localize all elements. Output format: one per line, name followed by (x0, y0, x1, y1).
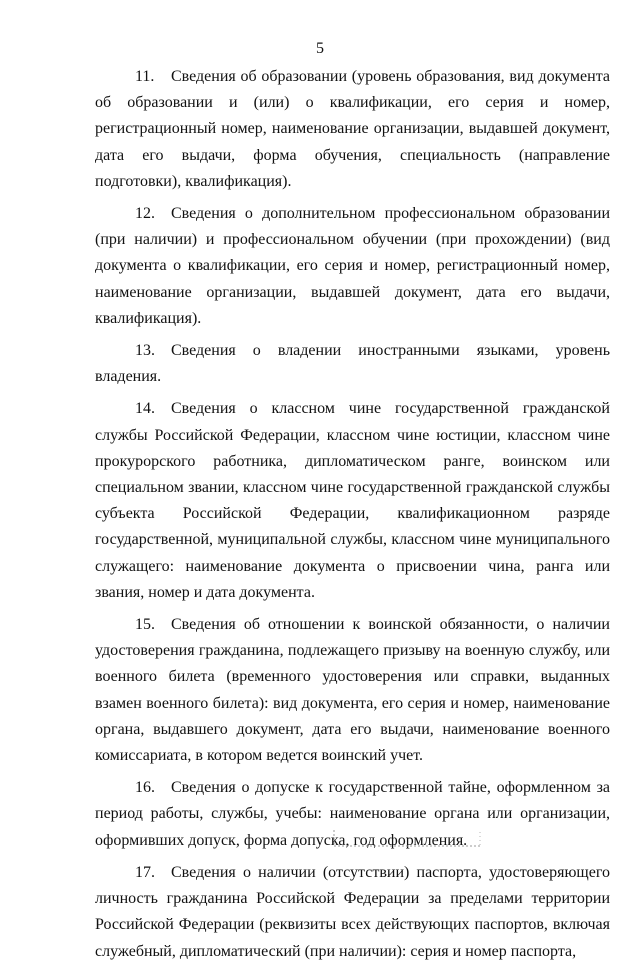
paragraph-text: Сведения об отношении к воинской обязанности, о наличии удостоверения гражданина, подлежащего призыву на военную службу, или военного билета (временного удостоверения или справки, выданных взамен военного билета): вид документа, его серия и номер, наименование органа, выдавшего документ, дата его выдачи, наименование военного комиссариата, в котором ведется воинский учет. (95, 616, 610, 765)
paragraph-number: 17. (135, 863, 155, 881)
paragraph-11 (95, 64, 610, 195)
paragraph-number: 14. (135, 400, 155, 418)
paragraph-number: 15. (135, 616, 155, 634)
document-body (95, 64, 610, 971)
paragraph-17 (95, 860, 610, 965)
paragraph-14 (95, 396, 610, 606)
paragraph-text: Сведения об образовании (уровень образования, вид документа об образовании и (или) о квалификации, его серия и номер, регистрационный номер, наименование организации, выдавшей документ, дата его выдачи, форма обучения, специальность (направление подготовки), квалификация). (95, 68, 610, 190)
paragraph-text: Сведения о дополнительном профессиональном образовании (при наличии) и профессиональном обучении (при прохождении) (вид документа о квалификации, его серия и номер, регистрационный номер, наименование организации, выдавшей документ, дата его выдачи, квалификация). (95, 205, 610, 327)
paragraph-number: 12. (135, 205, 155, 223)
paragraph-16 (95, 775, 610, 854)
paragraph-text: Сведения о наличии (отсутствии) паспорта, удостоверяющего личность гражданина Российской Федерации за пределами территории Российской Федерации (реквизиты всех действующих паспортов, включая служебный, дипломатический (при наличии): серия и номер паспорта, (95, 863, 610, 960)
paragraph-15 (95, 612, 610, 769)
paragraph-text: Сведения о допуске к государственной тайне, оформленном за период работы, службы, учебы: наименование органа или организации, оформивших допуск, форма допуска, год оформления. (95, 779, 610, 849)
paragraph-text: Сведения о владении иностранными языками, уровень владения. (95, 342, 610, 386)
page-number: 5 (316, 40, 324, 57)
paragraph-text: Сведения о классном чине государственной гражданской службы Российской Федерации, классном чине юстиции, классном чине прокурорского работника, дипломатическом ранге, воинском или специальном звании, классном чине государственной гражданской службы субъекта Российской Федерации, квалификационном разряде государственной, муниципальной службы, классном чине муниципального служащего: наименование документа о присвоении чина, ранга или звания, номер и дата документа. (95, 400, 610, 601)
paragraph-number: 16. (135, 779, 155, 797)
paragraph-12 (95, 201, 610, 332)
paragraph-13 (95, 338, 610, 390)
paragraph-number: 11. (135, 68, 155, 85)
paragraph-number: 13. (135, 342, 155, 360)
